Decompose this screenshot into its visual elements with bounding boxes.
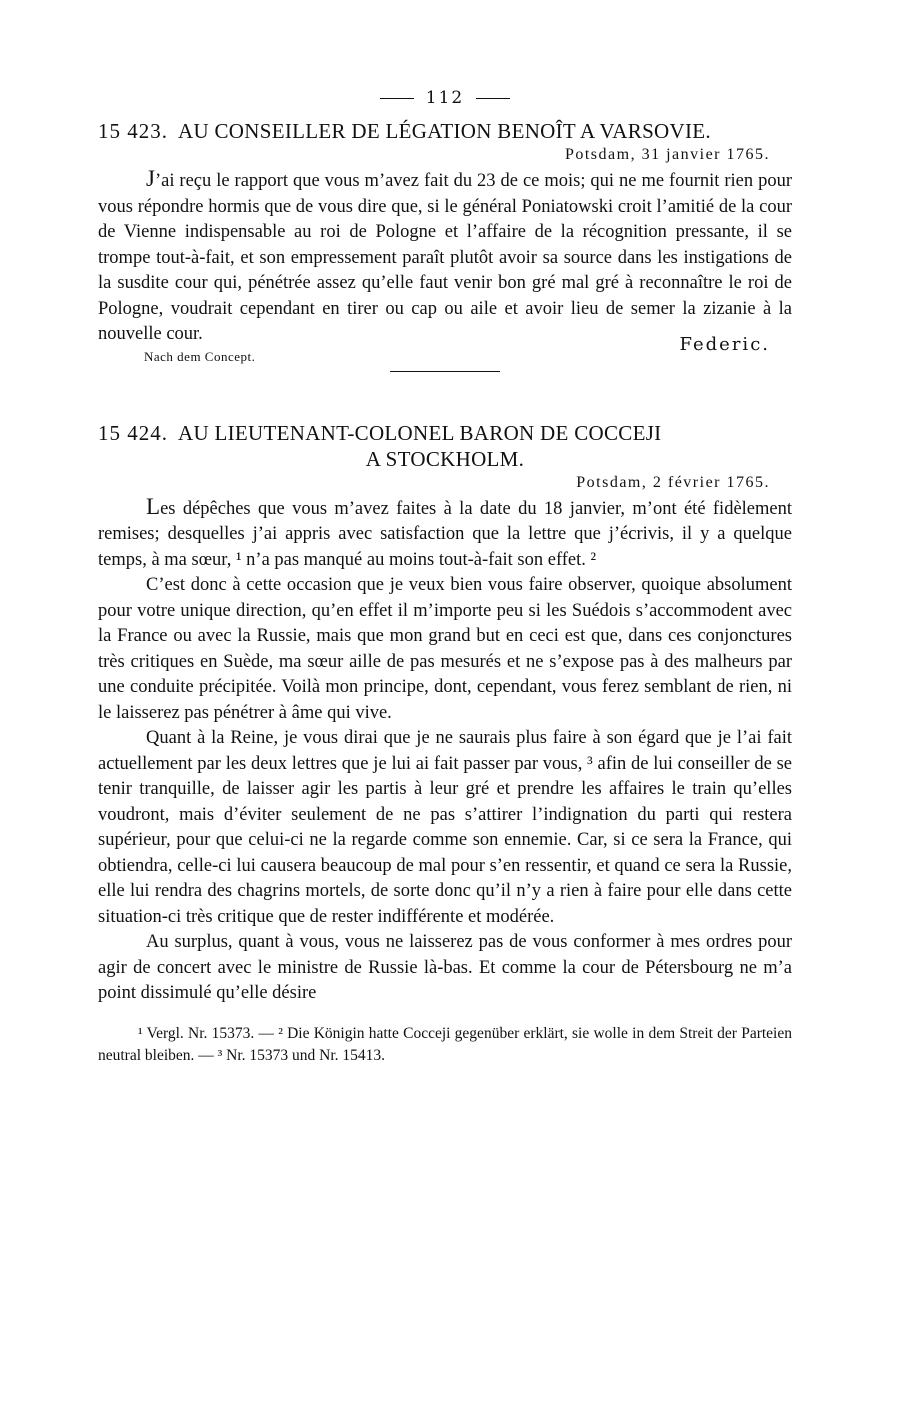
letter-body-text: ’ai reçu le rapport que vous m’avez fait du 23 de ce mois; qui ne me fournit rien pour vous répondre hormis que de vous dire que, si le général Poniatowski croit l’amitié de la cour de Vienne indispensable au roi de Pologne et l’affaire de la récognition pressante, il se trompe tout-à-fait, et son empressement paraît plutôt avoir sa source dans les instigations de la susdite cour qui, pénétrée assez qu’elle faut venir bon gré mal gré à reconnaître le roi de Pologne, voudrait cependant en tirer ou cap ou aile et avoir lieu de semer la zizanie à la nouvelle cour. — [98, 171, 792, 344]
paragraph — [98, 494, 792, 574]
paragraph: Au surplus, quant à vous, vous ne laisserez pas de vous conformer à mes ordres pour agir de concert avec le ministre de Russie là-bas. Et comme la cour de Pétersbourg ne m’a point dissimulé qu’elle désire — [98, 932, 792, 1003]
letter-addressee: AU LIEUTENANT-COLONEL BARON DE COCCEJI — [178, 420, 662, 445]
drop-capital: J — [146, 166, 155, 191]
letter-15423 — [98, 118, 792, 372]
page-number: 112 — [425, 88, 465, 108]
paragraph: Quant à la Reine, je vous dirai que je ne saurais plus faire à son égard que je l’ai fait actuellement par les deux lettres que je lui ai fait passer par vous, ³ afin de lui conseiller de se tenir tranquille, de laisser agir les partis à leur gré et prendre les affaires le train qu’elles voudront, mais d’éviter seulement de ne pas s’attirer l’indignation du parti qui restera supérieur, pour que celui-ci ne la regarde comme son ennemie. Car, si ce sera la France, qui obtiendra, celle-ci lui causera beaucoup de mal pour s’en ressentir, et quand ce sera la Russie, elle lui rendra des chagrins mortels, de sorte donc qu’il n’y a rien à faire pour elle dans cette situation-ci très critique que de rester indifférente et modérée. — [98, 728, 792, 927]
letter-heading — [98, 118, 792, 144]
source-note: Nach dem Concept. — [144, 348, 256, 364]
letter-number: 15 424. — [98, 420, 168, 445]
letter-addressee: AU CONSEILLER DE LÉGATION BENOÎT A VARSOVIE. — [178, 119, 711, 143]
letter-heading — [98, 420, 792, 446]
document-page — [98, 88, 792, 1067]
letter-number: 15 423. — [98, 119, 168, 143]
letter-15424 — [98, 420, 792, 1007]
paragraph: C’est donc à cette occasion que je veux bien vous faire observer, quoique absolument pour votre unique direction, qu’en effet il m’importe peu si les Suédois s’accommodent avec la France ou avec la Russie, mais que mon grand but en ceci est que, dans ces conjonctures très critiques en Suède, ma sœur aille de pas mesurés et ne s’expose pas à des malheurs par une conduite précipitée. Voilà mon principe, dont, cependant, vous ferez semblant de rien, ni le laisserez pas pénétrer à âme qui vive. — [98, 575, 792, 723]
letter-dateline: Potsdam, 31 janvier 1765. — [564, 146, 770, 163]
letter-addressee-place: A STOCKHOLM. — [365, 446, 525, 471]
page-number-row — [98, 88, 792, 118]
footnotes: ¹ Vergl. Nr. 15373. — ² Die Königin hatte Cocceji gegenüber erklärt, sie wolle in dem Streit der Parteien neutral bleiben. — ³ Nr. 15373 und Nr. 15413. — [98, 1024, 792, 1064]
paragraph-text: es dépêches que vous m’avez faites à la date du 18 janvier, m’ont été fidèlement remises; desquelles j’ai appris avec satisfaction que la lettre que j’écrivis, il y a quelque temps, à ma sœur, ¹ n’a pas manqué au moins tout-à-fait son effet. ² — [98, 498, 792, 570]
drop-capital: L — [146, 493, 161, 519]
signature: Federic. — [679, 333, 770, 355]
letter-body — [98, 166, 792, 348]
letter-dateline: Potsdam, 2 février 1765. — [576, 473, 770, 491]
page-number-dash-right — [476, 98, 510, 99]
page-number-dash-left — [380, 98, 414, 99]
